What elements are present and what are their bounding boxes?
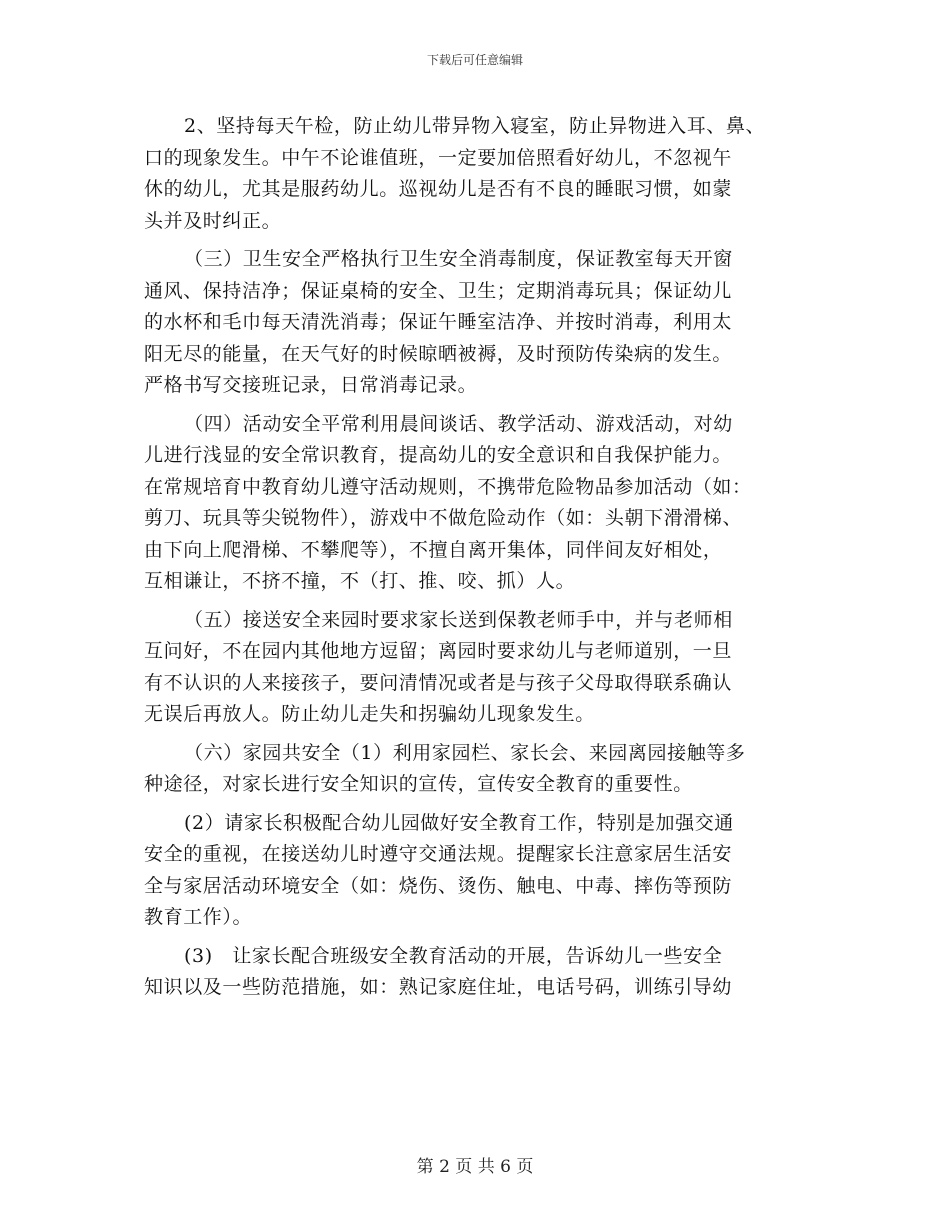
text-line: 无误后再放人。防止幼儿走失和拐骗幼儿现象发生。 — [144, 703, 595, 725]
text-line: 儿进行浅显的安全常识教育，提高幼儿的安全意识和自我保护能力。 — [144, 444, 733, 466]
text-line: 通风、保持洁净；保证桌椅的安全、卫生；定期消毒玩具；保证幼儿 — [144, 279, 733, 302]
text-line: 2、坚持每天午检，防止幼儿带异物入寝室，防止异物进入耳、鼻、 — [184, 115, 766, 137]
text-line: 的水杯和毛巾每天清洗消毒；保证午睡室洁净、并按时消毒，利用太 — [144, 311, 733, 333]
page-header: 下载后可任意编辑 — [426, 53, 523, 67]
text-line: （六）家园共安全（1）利用家园栏、家长会、来园离园接触等多 — [184, 741, 746, 764]
text-line: 有不认识的人来接孩子，要问清情况或者是与孩子父母取得联系确认 — [144, 671, 733, 694]
text-line: (2）请家长积极配合幼儿园做好安全教育工作，特别是加强交通 — [184, 811, 734, 834]
text-line: 由下向上爬滑梯、不攀爬等），不擅自离开集体，同伴间友好相处， — [144, 538, 723, 561]
text-line: 头并及时纠正。 — [144, 209, 282, 232]
text-line: 在常规培育中教育幼儿遵守活动规则，不携带危险物品参加活动（如： — [144, 475, 752, 498]
text-line: 阳无尽的能量，在天气好的时候晾晒被褥，及时预防传染病的发生。 — [144, 342, 733, 365]
text-line: 互相谦让，不挤不撞，不（打、推、咬、抓）人。 — [144, 570, 576, 592]
text-line: 休的幼儿，尤其是服药幼儿。巡视幼儿是否有不良的睡眠习惯，如蒙 — [144, 178, 733, 200]
paragraph-parent-cooperation — [144, 808, 824, 934]
text-line: 安全的重视，在接送幼儿时遵守交通法规。提醒家长注意家居生活安 — [144, 843, 733, 865]
paragraph-class-activities — [144, 941, 824, 1004]
text-line: （五）接送安全来园时要求家长送到保教老师手中，并与老师相 — [184, 608, 733, 631]
paragraph-hygiene-safety — [144, 244, 824, 402]
text-line: 互问好，不在园内其他地方逗留；离园时要求幼儿与老师道别，一旦 — [144, 640, 733, 662]
text-line: 教育工作）。 — [144, 906, 253, 928]
text-line: （四）活动安全平常利用晨间谈话、教学活动、游戏活动，对幼 — [184, 412, 733, 435]
text-line: 全与家居活动环境安全（如：烧伤、烫伤、触电、中毒、摔伤等预防 — [144, 874, 733, 897]
paragraph-pickup-safety — [144, 605, 824, 731]
text-line: 严格书写交接班记录，日常消毒记录。 — [144, 374, 478, 396]
text-line: 口的现象发生。中午不论谁值班，一定要加倍照看好幼儿，不忽视午 — [144, 146, 733, 169]
document-body — [144, 111, 824, 1004]
paragraph-activity-safety — [144, 409, 824, 598]
text-line: 剪刀、玩具等尖锐物件），游戏中不做危险动作（如：头朝下滑滑梯、 — [144, 507, 743, 529]
paragraph-home-school-safety — [144, 738, 824, 801]
text-line: 知识以及一些防范措施，如：熟记家庭住址，电话号码，训练引导幼 — [144, 976, 733, 998]
text-line: （三）卫生安全严格执行卫生安全消毒制度，保证教室每天开窗 — [184, 248, 733, 270]
text-line: (3) 让家长配合班级安全教育活动的开展，告诉幼儿一些安全 — [184, 944, 723, 967]
paragraph-2-afternoon-check — [144, 111, 824, 237]
page-number-footer: 第 2 页 共 6 页 — [416, 1157, 534, 1177]
text-line: 种途径，对家长进行安全知识的宣传，宣传安全教育的重要性。 — [144, 773, 693, 795]
